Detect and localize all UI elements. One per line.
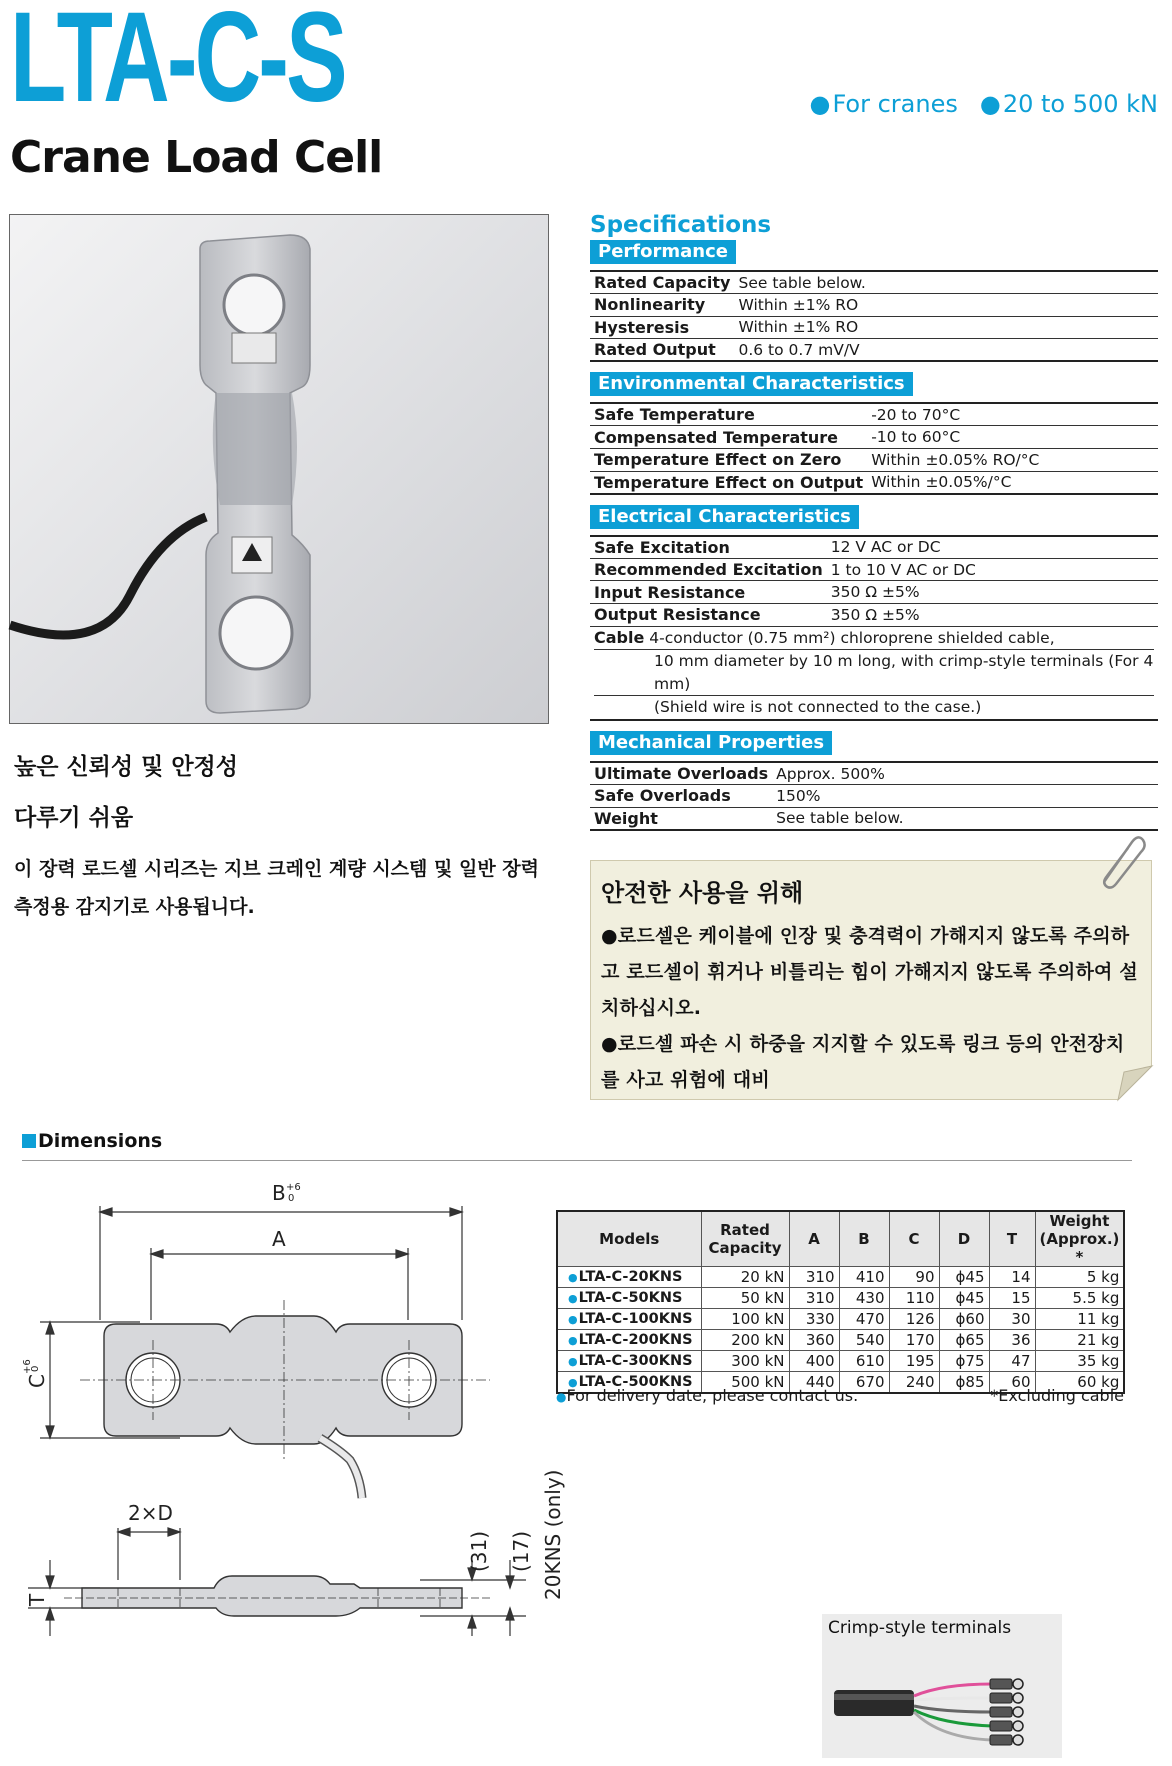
spec-row-cable xyxy=(590,626,1158,720)
table-row: ● LTA-C-20KNS 20 kN 310 410 90 ϕ45 14 5 kg xyxy=(557,1267,1124,1288)
load-cell-illustration xyxy=(10,215,550,725)
dim-label-31: (31) xyxy=(467,1530,491,1572)
tag-cranes: ● For cranes xyxy=(810,90,958,118)
dim-label-b-tol: +6 xyxy=(286,1182,301,1193)
table-row: ● LTA-C-500KNS 500 kN 440 670 240 ϕ85 60 60 kg xyxy=(557,1372,1124,1393)
spec-row: Safe Overloads 150% xyxy=(590,785,1158,808)
spec-row: Weight See table below. xyxy=(590,807,1158,830)
model-title: LTA-C-S xyxy=(10,0,345,129)
electrical-table xyxy=(590,535,1158,721)
features-block xyxy=(14,748,554,926)
specifications-section xyxy=(590,212,1158,841)
spec-row: Temperature Effect on Zero Within ±0.05% RO/°C xyxy=(590,449,1158,472)
cable-label: Cable xyxy=(594,627,645,647)
dim-label-a: A xyxy=(272,1227,286,1251)
crimp-terminals-panel xyxy=(822,1614,1062,1758)
divider xyxy=(22,1160,1132,1161)
table-row: ● LTA-C-200KNS 200 kN 360 540 170 ϕ65 36 21 kg xyxy=(557,1330,1124,1351)
models-table xyxy=(556,1210,1125,1394)
dim-label-17: (17) xyxy=(509,1530,533,1572)
spec-row: Output Resistance 350 Ω ±5% xyxy=(590,604,1158,627)
spec-row: Recommended Excitation 1 to 10 V AC or DC xyxy=(590,558,1158,581)
dim-label-c-tol-low: 0 xyxy=(30,1365,41,1372)
environmental-heading: Environmental Characteristics xyxy=(590,372,913,396)
col-b: B xyxy=(839,1211,889,1267)
table-row: ● LTA-C-50KNS 50 kN 310 430 110 ϕ45 15 5.5 kg xyxy=(557,1288,1124,1309)
table-header-row xyxy=(557,1211,1124,1267)
spec-row: Safe Temperature -20 to 70°C xyxy=(590,403,1158,426)
spec-row: Rated Capacity See table below. xyxy=(590,271,1158,294)
cable-line-1: 4-conductor (0.75 mm²) chloroprene shielded cable, xyxy=(649,628,1055,647)
performance-table xyxy=(590,270,1158,362)
feature-heading-handling: 다루기 쉬움 xyxy=(14,805,134,831)
delivery-note: ● For delivery date, please contact us. xyxy=(556,1386,858,1405)
col-t: T xyxy=(989,1211,1035,1267)
environmental-table xyxy=(590,402,1158,494)
col-weight: Weight (Approx.) * xyxy=(1035,1211,1124,1267)
dim-label-2xd: 2×D xyxy=(128,1501,173,1525)
spec-title: Specifications xyxy=(590,212,772,238)
spec-row: Input Resistance 350 Ω ±5% xyxy=(590,581,1158,604)
crimp-label: Crimp-style terminals xyxy=(828,1618,1012,1638)
spec-row: Rated Output 0.6 to 0.7 mV/V xyxy=(590,339,1158,362)
dim-label-b-tol-low: 0 xyxy=(288,1193,295,1204)
dim-label-c: C xyxy=(25,1374,49,1388)
performance-heading: Performance xyxy=(590,240,736,264)
col-d: D xyxy=(939,1211,989,1267)
spec-row: Compensated Temperature -10 to 60°C xyxy=(590,426,1158,449)
square-bullet-icon xyxy=(22,1134,36,1148)
product-photo xyxy=(9,214,549,724)
safety-note xyxy=(590,860,1152,1100)
feature-heading-reliability: 높은 신뢰성 및 안정성 xyxy=(14,754,238,780)
dim-label-20kns-only: 20KNS (only) xyxy=(541,1469,565,1600)
dimensions-heading xyxy=(22,1130,162,1152)
dim-label-b: B xyxy=(272,1181,286,1205)
paperclip-icon xyxy=(1094,832,1146,892)
table-notes xyxy=(556,1386,1124,1405)
electrical-heading: Electrical Characteristics xyxy=(590,505,859,529)
spec-row: Ultimate Overloads Approx. 500% xyxy=(590,762,1158,785)
safety-item-2: ●로드셀 파손 시 하중을 지지할 수 있도록 링크 등의 안전장치를 사고 위험에 대비 xyxy=(601,1033,1125,1091)
safety-title: 안전한 사용을 위해 xyxy=(601,879,804,907)
mechanical-heading: Mechanical Properties xyxy=(590,731,832,755)
page-fold-icon xyxy=(1118,1066,1152,1100)
cable-note: *Excluding cable xyxy=(990,1386,1124,1405)
cable-line-2: 10 mm diameter by 10 m long, with crimp-style terminals (For 4 mm) xyxy=(594,649,1154,695)
tag-capacity: ● 20 to 500 kN xyxy=(980,90,1158,118)
spec-row: Nonlinearity Within ±1% RO xyxy=(590,294,1158,317)
table-row: ● LTA-C-100KNS 100 kN 330 470 126 ϕ60 30 11 kg xyxy=(557,1309,1124,1330)
col-a: A xyxy=(789,1211,839,1267)
feature-description: 이 장력 로드셀 시리즈는 지브 크레인 계량 시스템 및 일반 장력 측정용 감지기로 사용됩니다. xyxy=(14,858,539,918)
safety-item-1: ●로드셀은 케이블에 인장 및 충격력이 가해지지 않도록 주의하고 로드셀이 휘거나 비틀리는 힘이 가해지지 않도록 주의하여 설치하십시오. xyxy=(601,925,1138,1019)
spec-row: Hysteresis Within ±1% RO xyxy=(590,316,1158,339)
spec-row: Temperature Effect on Output Within ±0.05%/°C xyxy=(590,471,1158,494)
dimensions-title: Dimensions xyxy=(38,1130,163,1152)
product-name: Crane Load Cell xyxy=(10,132,383,183)
spec-row: Safe Excitation 12 V AC or DC xyxy=(590,536,1158,559)
col-models: Models xyxy=(557,1211,701,1267)
table-row: ● LTA-C-300KNS 300 kN 400 610 195 ϕ75 47 35 kg xyxy=(557,1351,1124,1372)
dim-label-t: T xyxy=(25,1593,49,1606)
dimension-drawing xyxy=(20,1180,565,1760)
dim-label-c-tol: +6 xyxy=(22,1359,33,1374)
col-rated-capacity: Rated Capacity xyxy=(701,1211,789,1267)
cable-line-3: (Shield wire is not connected to the case.) xyxy=(594,695,1154,719)
col-c: C xyxy=(889,1211,939,1267)
mechanical-table xyxy=(590,761,1158,831)
tag-list xyxy=(810,90,1158,118)
